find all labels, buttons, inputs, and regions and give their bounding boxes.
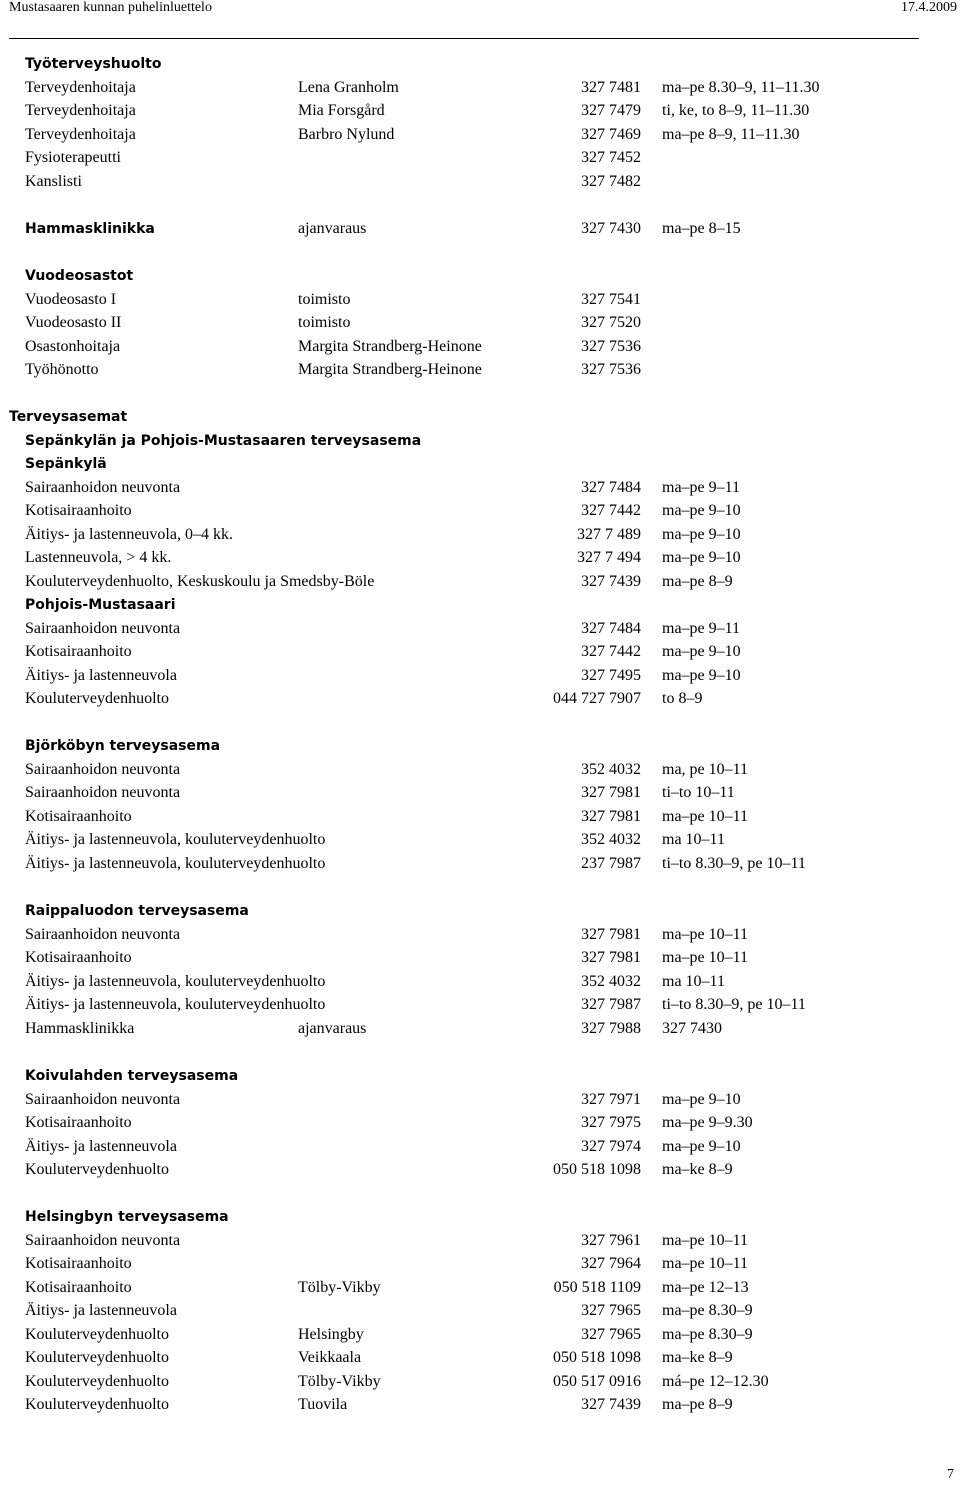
- entry-phone: 327 7981: [581, 784, 641, 801]
- directory-row: [0, 1371, 960, 1393]
- entry-hours: ma–pe 8.30–9, 11–11.30: [662, 79, 820, 96]
- directory-row: [0, 971, 960, 993]
- entry-hours: ti, ke, to 8–9, 11–11.30: [662, 102, 810, 119]
- entry-hours: ti–to 10–11: [662, 784, 735, 801]
- entry-label: Sairaanhoidon neuvonta: [25, 926, 181, 943]
- entry-label: Äitiys- ja lastenneuvola, kouluterveydenhuolto: [25, 973, 326, 990]
- entry-hours: ma–pe 8–15: [662, 220, 741, 237]
- entry-hours: 327 7430: [662, 1020, 722, 1037]
- entry-phone: 327 7988: [581, 1020, 641, 1037]
- entry-hours: ma–pe 9–9.30: [662, 1114, 753, 1131]
- directory-row: [0, 77, 960, 99]
- entry-hours: ma–pe 10–11: [662, 1255, 749, 1272]
- entry-hours: ma–pe 8–9: [662, 1396, 733, 1413]
- entry-label: Hammasklinikka: [25, 1020, 135, 1037]
- entry-phone: 327 7484: [581, 620, 641, 637]
- entry-hours: má–pe 12–12.30: [662, 1373, 769, 1390]
- directory-row: [0, 124, 960, 146]
- entry-label: Kotisairaanhoito: [25, 502, 132, 519]
- section-heading: [0, 430, 960, 452]
- section-title: Työterveyshuolto: [25, 56, 162, 72]
- section-title: Hammasklinikka: [25, 221, 155, 237]
- entry-phone: 327 7981: [581, 926, 641, 943]
- entry-label: Kouluterveydenhuolto: [25, 1373, 169, 1390]
- entry-name: Tuovila: [298, 1396, 348, 1413]
- entry-label: Sairaanhoidon neuvonta: [25, 479, 181, 496]
- section-heading: [0, 265, 960, 287]
- entry-label: Sairaanhoidon neuvonta: [25, 620, 181, 637]
- section-heading: [0, 900, 960, 922]
- entry-label: Äitiys- ja lastenneuvola, 0–4 kk.: [25, 526, 233, 543]
- entry-hours: ma 10–11: [662, 831, 725, 848]
- entry-phone: 327 7965: [581, 1326, 641, 1343]
- entry-phone: 327 7479: [581, 102, 641, 119]
- section-title: Terveysasemat: [9, 409, 128, 425]
- directory-row: [0, 688, 960, 710]
- entry-hours: ma–pe 9–10: [662, 667, 741, 684]
- directory-row: [0, 524, 960, 546]
- entry-hours: ma–pe 8.30–9: [662, 1326, 753, 1343]
- entry-phone: 327 7961: [581, 1232, 641, 1249]
- entry-name: Helsingby: [298, 1326, 364, 1343]
- directory-row: [0, 1394, 960, 1416]
- entry-phone: 050 517 0916: [553, 1373, 641, 1390]
- entry-label: Sairaanhoidon neuvonta: [25, 784, 181, 801]
- entry-label: Äitiys- ja lastenneuvola, kouluterveydenhuolto: [25, 996, 326, 1013]
- directory-row: [0, 618, 960, 640]
- directory-row: [0, 312, 960, 334]
- entry-phone: 237 7987: [581, 855, 641, 872]
- entry-label: Äitiys- ja lastenneuvola: [25, 1138, 177, 1155]
- entry-name: Margita Strandberg-Heinone: [298, 338, 482, 355]
- entry-label: Äitiys- ja lastenneuvola: [25, 1302, 177, 1319]
- entry-phone: 327 7442: [581, 643, 641, 660]
- document-title: Mustasaaren kunnan puhelinluettelo: [9, 0, 212, 15]
- entry-label: Äitiys- ja lastenneuvola, kouluterveydenhuolto: [25, 831, 326, 848]
- section-title: Koivulahden terveysasema: [25, 1068, 239, 1084]
- directory-row: [0, 1347, 960, 1369]
- page-number: 7: [947, 1467, 954, 1482]
- entry-phone: 327 7439: [581, 573, 641, 590]
- directory-row: [0, 359, 960, 381]
- entry-name: ajanvaraus: [298, 1020, 367, 1037]
- entry-phone: 327 7536: [581, 361, 641, 378]
- document-date: 17.4.2009: [901, 0, 957, 15]
- entry-name: toimisto: [298, 314, 351, 331]
- entry-name: Veikkaala: [298, 1349, 362, 1366]
- directory-row: [0, 571, 960, 593]
- entry-phone: 327 7484: [581, 479, 641, 496]
- directory-row: [0, 1300, 960, 1322]
- entry-name: Mia Forsgård: [298, 102, 385, 119]
- section-title: Pohjois-Mustasaari: [25, 597, 176, 613]
- entry-hours: ti–to 8.30–9, pe 10–11: [662, 855, 806, 872]
- section-title: Björköbyn terveysasema: [25, 738, 221, 754]
- directory-row: [0, 924, 960, 946]
- directory-row: [0, 1089, 960, 1111]
- entry-label: Kotisairaanhoito: [25, 949, 132, 966]
- entry-hours: ma–pe 9–10: [662, 549, 741, 566]
- section-heading: [0, 218, 960, 240]
- entry-hours: ma–pe 9–11: [662, 620, 741, 637]
- entry-label: Kouluterveydenhuolto, Keskuskoulu ja Smedsby-Böle: [25, 573, 375, 590]
- entry-phone: 327 7482: [581, 173, 641, 190]
- directory-row: [0, 336, 960, 358]
- entry-phone: 327 7541: [581, 291, 641, 308]
- entry-hours: ma–pe 10–11: [662, 1232, 749, 1249]
- entry-phone: 327 7975: [581, 1114, 641, 1131]
- section-heading: [0, 1206, 960, 1228]
- entry-hours: ma–pe 9–10: [662, 643, 741, 660]
- entry-hours: ma–ke 8–9: [662, 1161, 733, 1178]
- entry-label: Sairaanhoidon neuvonta: [25, 1232, 181, 1249]
- entry-name: Tölby-Vikby: [298, 1373, 381, 1390]
- entry-hours: ma, pe 10–11: [662, 761, 749, 778]
- directory-row: [0, 759, 960, 781]
- entry-name: ajanvaraus: [298, 220, 367, 237]
- section-heading: [0, 735, 960, 757]
- entry-hours: ma–pe 9–11: [662, 479, 741, 496]
- section-heading: [0, 453, 960, 475]
- entry-label: Kotisairaanhoito: [25, 1255, 132, 1272]
- entry-phone: 327 7965: [581, 1302, 641, 1319]
- entry-name: toimisto: [298, 291, 351, 308]
- directory-row: [0, 641, 960, 663]
- entry-label: Lastenneuvola, > 4 kk.: [25, 549, 172, 566]
- entry-label: Terveydenhoitaja: [25, 79, 136, 96]
- entry-label: Kouluterveydenhuolto: [25, 1161, 169, 1178]
- entry-phone: 327 7442: [581, 502, 641, 519]
- entry-phone: 352 4032: [581, 831, 641, 848]
- entry-label: Kotisairaanhoito: [25, 1279, 132, 1296]
- entry-name: Margita Strandberg-Heinone: [298, 361, 482, 378]
- entry-label: Äitiys- ja lastenneuvola, kouluterveydenhuolto: [25, 855, 326, 872]
- section-heading: [0, 594, 960, 616]
- entry-hours: ma–pe 10–11: [662, 926, 749, 943]
- directory-row: [0, 500, 960, 522]
- entry-phone: 050 518 1098: [553, 1161, 641, 1178]
- entry-phone: 352 4032: [581, 973, 641, 990]
- entry-label: Vuodeosasto I: [25, 291, 117, 308]
- entry-name: Barbro Nylund: [298, 126, 395, 143]
- entry-hours: ma–pe 9–10: [662, 1091, 741, 1108]
- entry-label: Osastonhoitaja: [25, 338, 121, 355]
- directory-row: [0, 100, 960, 122]
- entry-phone: 327 7987: [581, 996, 641, 1013]
- entry-hours: ma–pe 9–10: [662, 1138, 741, 1155]
- entry-label: Kouluterveydenhuolto: [25, 690, 169, 707]
- directory-row: [0, 1018, 960, 1040]
- directory-row: [0, 1136, 960, 1158]
- entry-label: Vuodeosasto II: [25, 314, 122, 331]
- entry-label: Terveydenhoitaja: [25, 102, 136, 119]
- section-heading: [0, 406, 960, 428]
- section-title: Helsingbyn terveysasema: [25, 1209, 229, 1225]
- directory-row: [0, 994, 960, 1016]
- directory-row: [0, 1277, 960, 1299]
- entry-label: Fysioterapeutti: [25, 149, 121, 166]
- directory-row: [0, 947, 960, 969]
- entry-phone: 327 7452: [581, 149, 641, 166]
- entry-label: Työhönotto: [25, 361, 99, 378]
- directory-row: [0, 665, 960, 687]
- directory-row: [0, 1159, 960, 1181]
- entry-label: Kotisairaanhoito: [25, 808, 132, 825]
- entry-hours: ma–pe 12–13: [662, 1279, 749, 1296]
- entry-phone: 044 727 7907: [553, 690, 641, 707]
- entry-phone: 327 7481: [581, 79, 641, 96]
- entry-label: Kouluterveydenhuolto: [25, 1396, 169, 1413]
- entry-phone: 327 7495: [581, 667, 641, 684]
- entry-hours: ma–pe 10–11: [662, 949, 749, 966]
- entry-phone: 327 7974: [581, 1138, 641, 1155]
- entry-hours: ma–ke 8–9: [662, 1349, 733, 1366]
- entry-phone: 327 7964: [581, 1255, 641, 1272]
- entry-hours: ma 10–11: [662, 973, 725, 990]
- directory-row: [0, 806, 960, 828]
- directory-row: [0, 547, 960, 569]
- entry-phone: 327 7469: [581, 126, 641, 143]
- entry-phone: 327 7971: [581, 1091, 641, 1108]
- entry-phone: 327 7520: [581, 314, 641, 331]
- entry-label: Kouluterveydenhuolto: [25, 1326, 169, 1343]
- entry-phone: 327 7536: [581, 338, 641, 355]
- entry-label: Sairaanhoidon neuvonta: [25, 761, 181, 778]
- entry-phone: 327 7981: [581, 949, 641, 966]
- directory-row: [0, 1230, 960, 1252]
- entry-hours: ma–pe 8–9: [662, 573, 733, 590]
- entry-hours: ti–to 8.30–9, pe 10–11: [662, 996, 806, 1013]
- directory-row: [0, 1112, 960, 1134]
- entry-hours: ma–pe 9–10: [662, 502, 741, 519]
- entry-hours: ma–pe 8.30–9: [662, 1302, 753, 1319]
- section-title: Sepänkylä: [25, 456, 107, 472]
- entry-phone: 327 7430: [581, 220, 641, 237]
- directory-row: [0, 853, 960, 875]
- entry-phone: 327 7439: [581, 1396, 641, 1413]
- entry-name: Lena Granholm: [298, 79, 399, 96]
- directory-row: [0, 782, 960, 804]
- entry-hours: ma–pe 9–10: [662, 526, 741, 543]
- entry-label: Sairaanhoidon neuvonta: [25, 1091, 181, 1108]
- section-heading: [0, 53, 960, 75]
- entry-phone: 050 518 1109: [553, 1279, 641, 1296]
- entry-hours: ma–pe 8–9, 11–11.30: [662, 126, 800, 143]
- directory-row: [0, 289, 960, 311]
- entry-label: Kouluterveydenhuolto: [25, 1349, 169, 1366]
- entry-phone: 327 7 489: [577, 526, 641, 543]
- section-heading: [0, 1065, 960, 1087]
- entry-name: Tölby-Vikby: [298, 1279, 381, 1296]
- entry-label: Terveydenhoitaja: [25, 126, 136, 143]
- section-title: Raippaluodon terveysasema: [25, 903, 249, 919]
- directory-row: [0, 147, 960, 169]
- section-title: Vuodeosastot: [25, 268, 134, 284]
- entry-phone: 050 518 1098: [553, 1349, 641, 1366]
- entry-phone: 352 4032: [581, 761, 641, 778]
- directory-row: [0, 1253, 960, 1275]
- entry-label: Äitiys- ja lastenneuvola: [25, 667, 177, 684]
- entry-label: Kanslisti: [25, 173, 82, 190]
- directory-row: [0, 829, 960, 851]
- directory-row: [0, 1324, 960, 1346]
- entry-hours: to 8–9: [662, 690, 703, 707]
- entry-label: Kotisairaanhoito: [25, 1114, 132, 1131]
- directory-row: [0, 171, 960, 193]
- entry-label: Kotisairaanhoito: [25, 643, 132, 660]
- entry-phone: 327 7 494: [577, 549, 641, 566]
- directory-row: [0, 477, 960, 499]
- entry-hours: ma–pe 10–11: [662, 808, 749, 825]
- section-title: Sepänkylän ja Pohjois-Mustasaaren terveysasema: [25, 433, 422, 449]
- entry-phone: 327 7981: [581, 808, 641, 825]
